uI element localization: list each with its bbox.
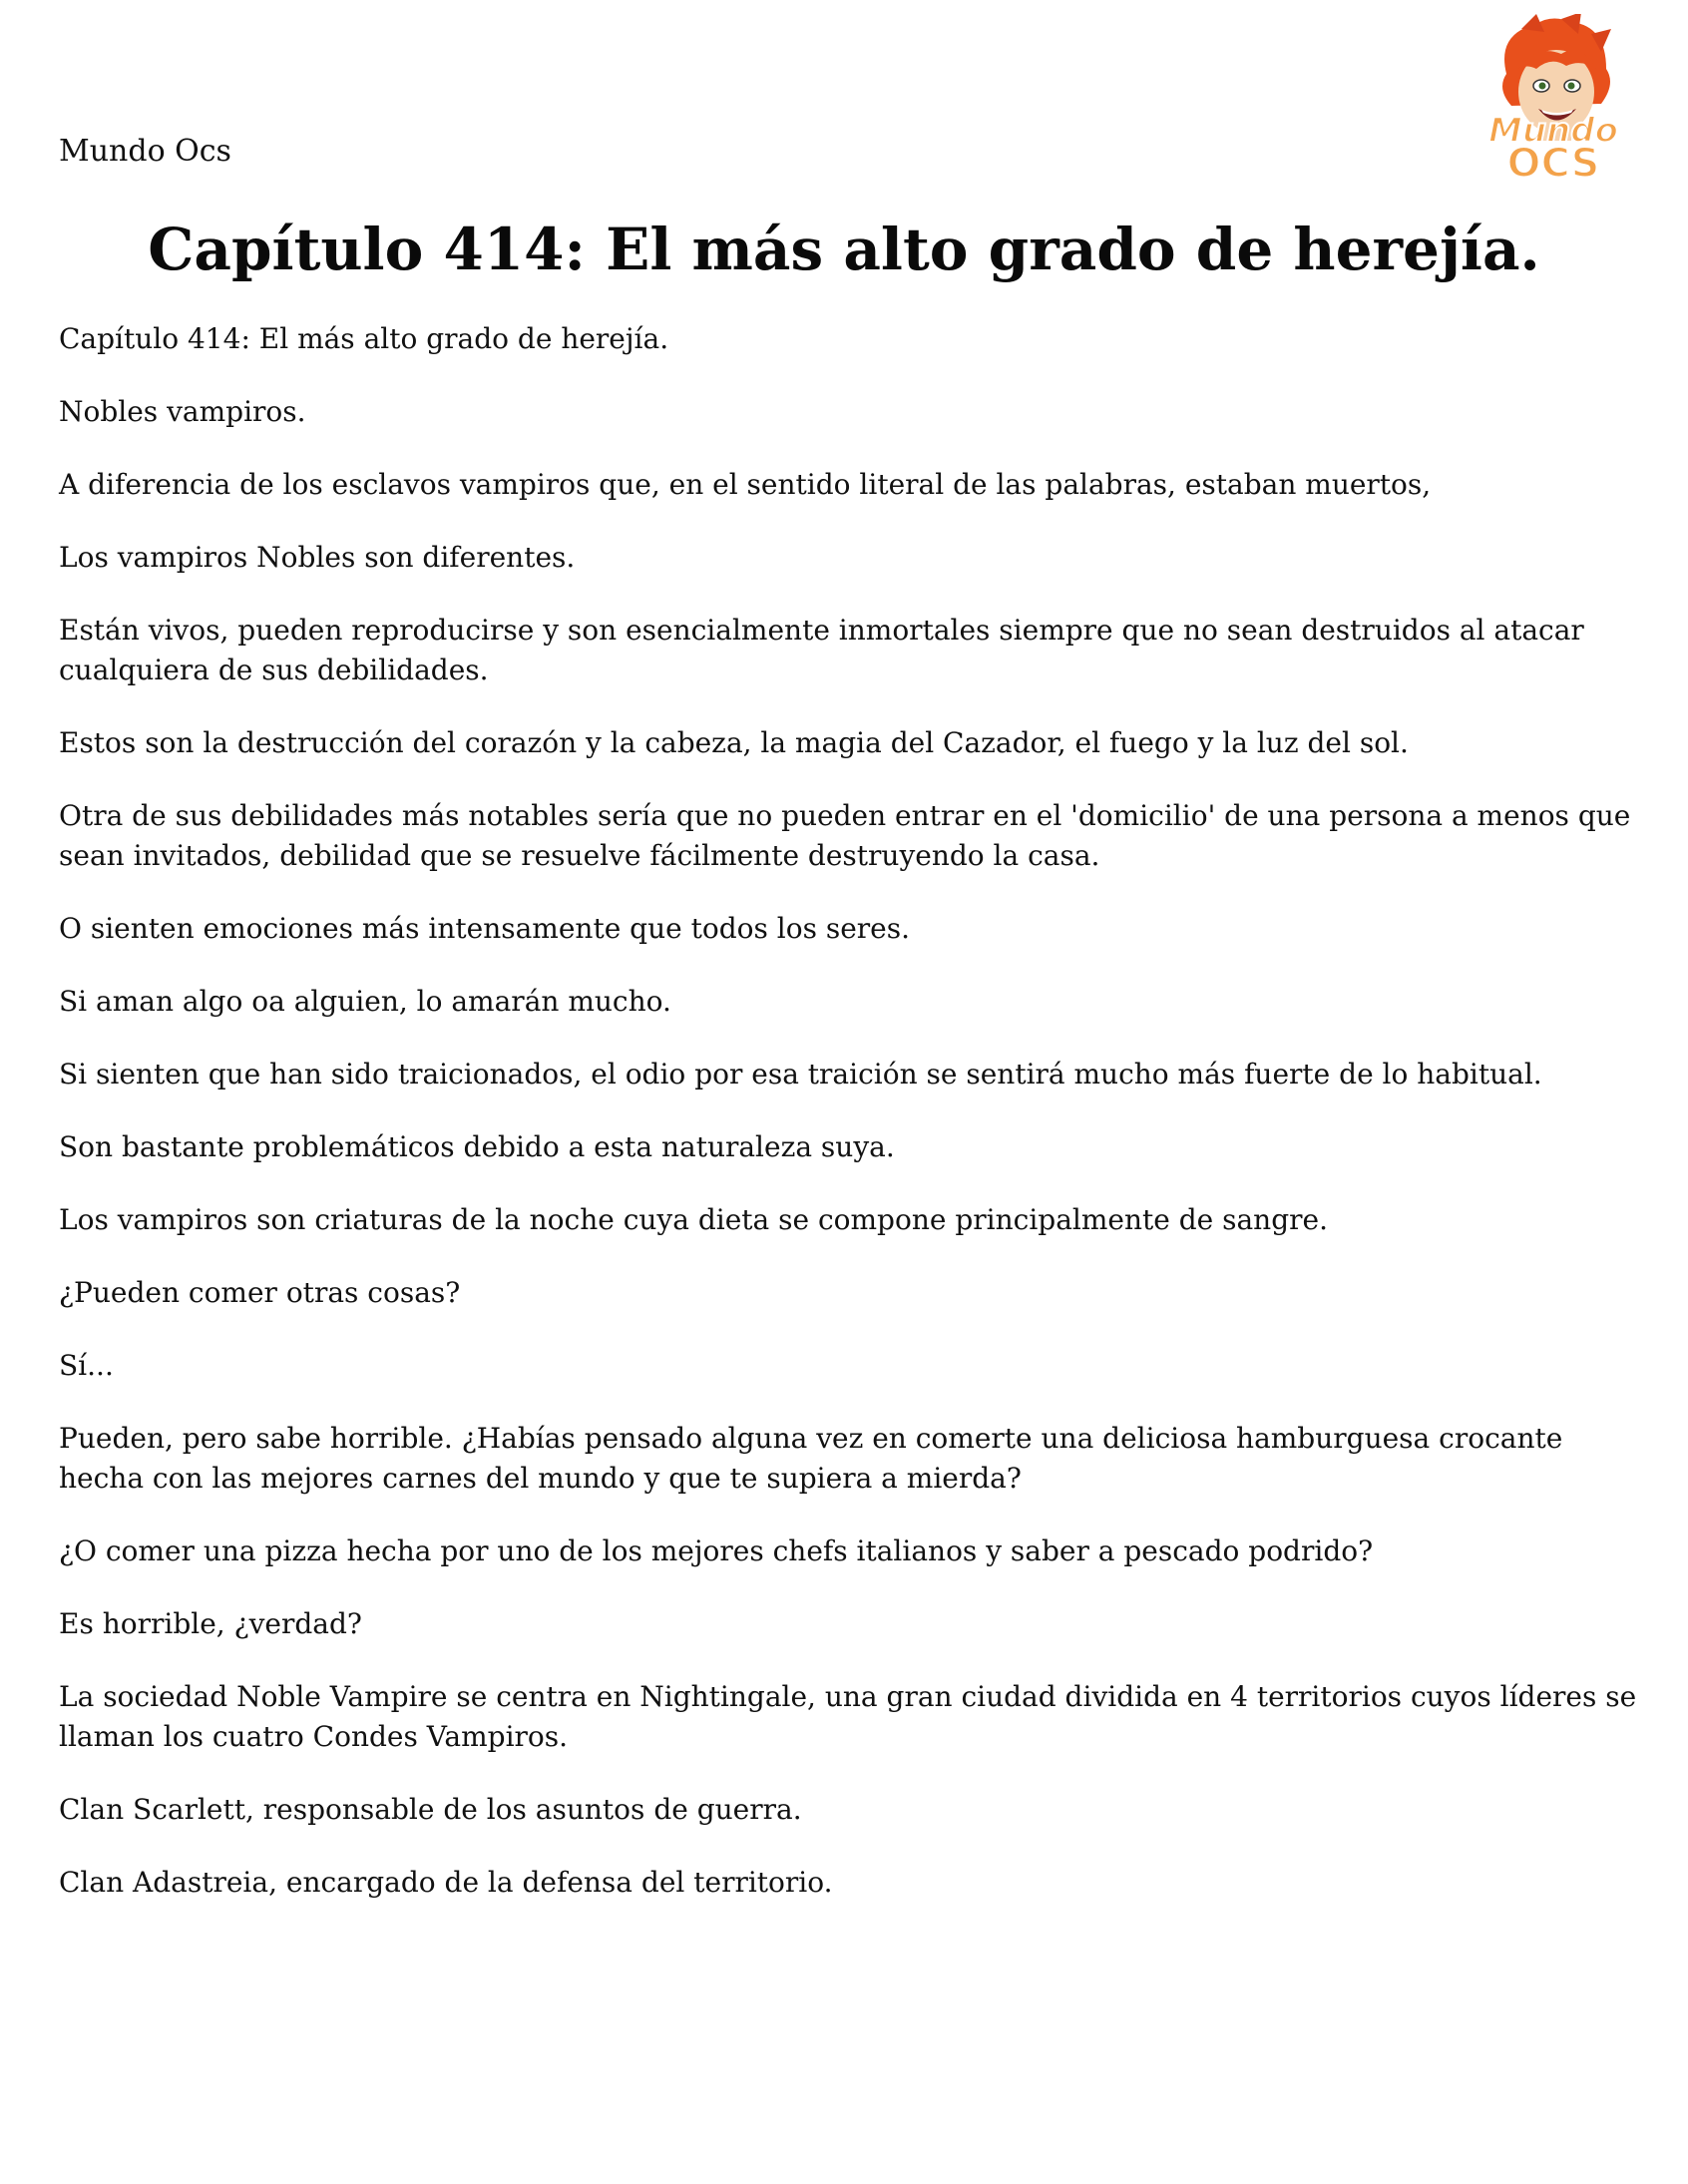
- paragraph: Están vivos, pueden reproducirse y son esencialmente inmortales siempre que no sean destruidos al atacar cualquiera de sus debilidades.: [59, 614, 1584, 686]
- paragraph: Si sienten que han sido traicionados, el odio por esa traición se sentirá mucho más fuerte de lo habitual.: [59, 1058, 1542, 1091]
- paragraph: Clan Adastreia, encargado de la defensa del territorio.: [59, 1866, 833, 1899]
- chapter-body: [59, 319, 1640, 1936]
- paragraph: Otra de sus debilidades más notables sería que no pueden entrar en el 'domicilio' de una persona a menos que sean invitados, debilidad que se resuelve fácilmente destruyendo la casa.: [59, 799, 1631, 872]
- paragraph: La sociedad Noble Vampire se centra en Nightingale, una gran ciudad dividida en 4 territorios cuyos líderes se llaman los cuatro Condes Vampiros.: [59, 1680, 1637, 1753]
- paragraph: Los vampiros Nobles son diferentes.: [59, 541, 576, 574]
- paragraph: ¿Pueden comer otras cosas?: [59, 1276, 461, 1309]
- paragraph: Sí...: [59, 1349, 114, 1382]
- paragraph: Son bastante problemáticos debido a esta naturaleza suya.: [59, 1130, 895, 1163]
- mundo-ocs-logo: [1467, 14, 1641, 184]
- chapter-title: Capítulo 414: El más alto grado de herejía.: [148, 216, 1540, 283]
- paragraph: Pueden, pero sabe horrible. ¿Habías pensado alguna vez en comerte una deliciosa hamburguesa crocante hecha con las mejores carnes del mundo y que te supiera a mierda?: [59, 1422, 1563, 1495]
- site-name: Mundo Ocs: [59, 134, 231, 169]
- paragraph: Capítulo 414: El más alto grado de herejía.: [59, 322, 669, 355]
- paragraph: Clan Scarlett, responsable de los asuntos de guerra.: [59, 1793, 802, 1826]
- paragraph: O sienten emociones más intensamente que todos los seres.: [59, 912, 911, 945]
- paragraph: A diferencia de los esclavos vampiros que, en el sentido literal de las palabras, estaban muertos,: [59, 468, 1432, 501]
- svg-text:Mundo: Mundo: [1488, 111, 1618, 151]
- paragraph: Es horrible, ¿verdad?: [59, 1607, 362, 1640]
- paragraph: Los vampiros son criaturas de la noche cuya dieta se compone principalmente de sangre.: [59, 1203, 1328, 1236]
- paragraph: ¿O comer una pizza hecha por uno de los mejores chefs italianos y saber a pescado podrido?: [59, 1534, 1374, 1567]
- paragraph: Nobles vampiros.: [59, 395, 306, 428]
- paragraph: Estos son la destrucción del corazón y la cabeza, la magia del Cazador, el fuego y la luz del sol.: [59, 726, 1409, 759]
- svg-text:OCS: OCS: [1506, 141, 1600, 184]
- paragraph: Si aman algo oa alguien, lo amarán mucho.: [59, 985, 671, 1018]
